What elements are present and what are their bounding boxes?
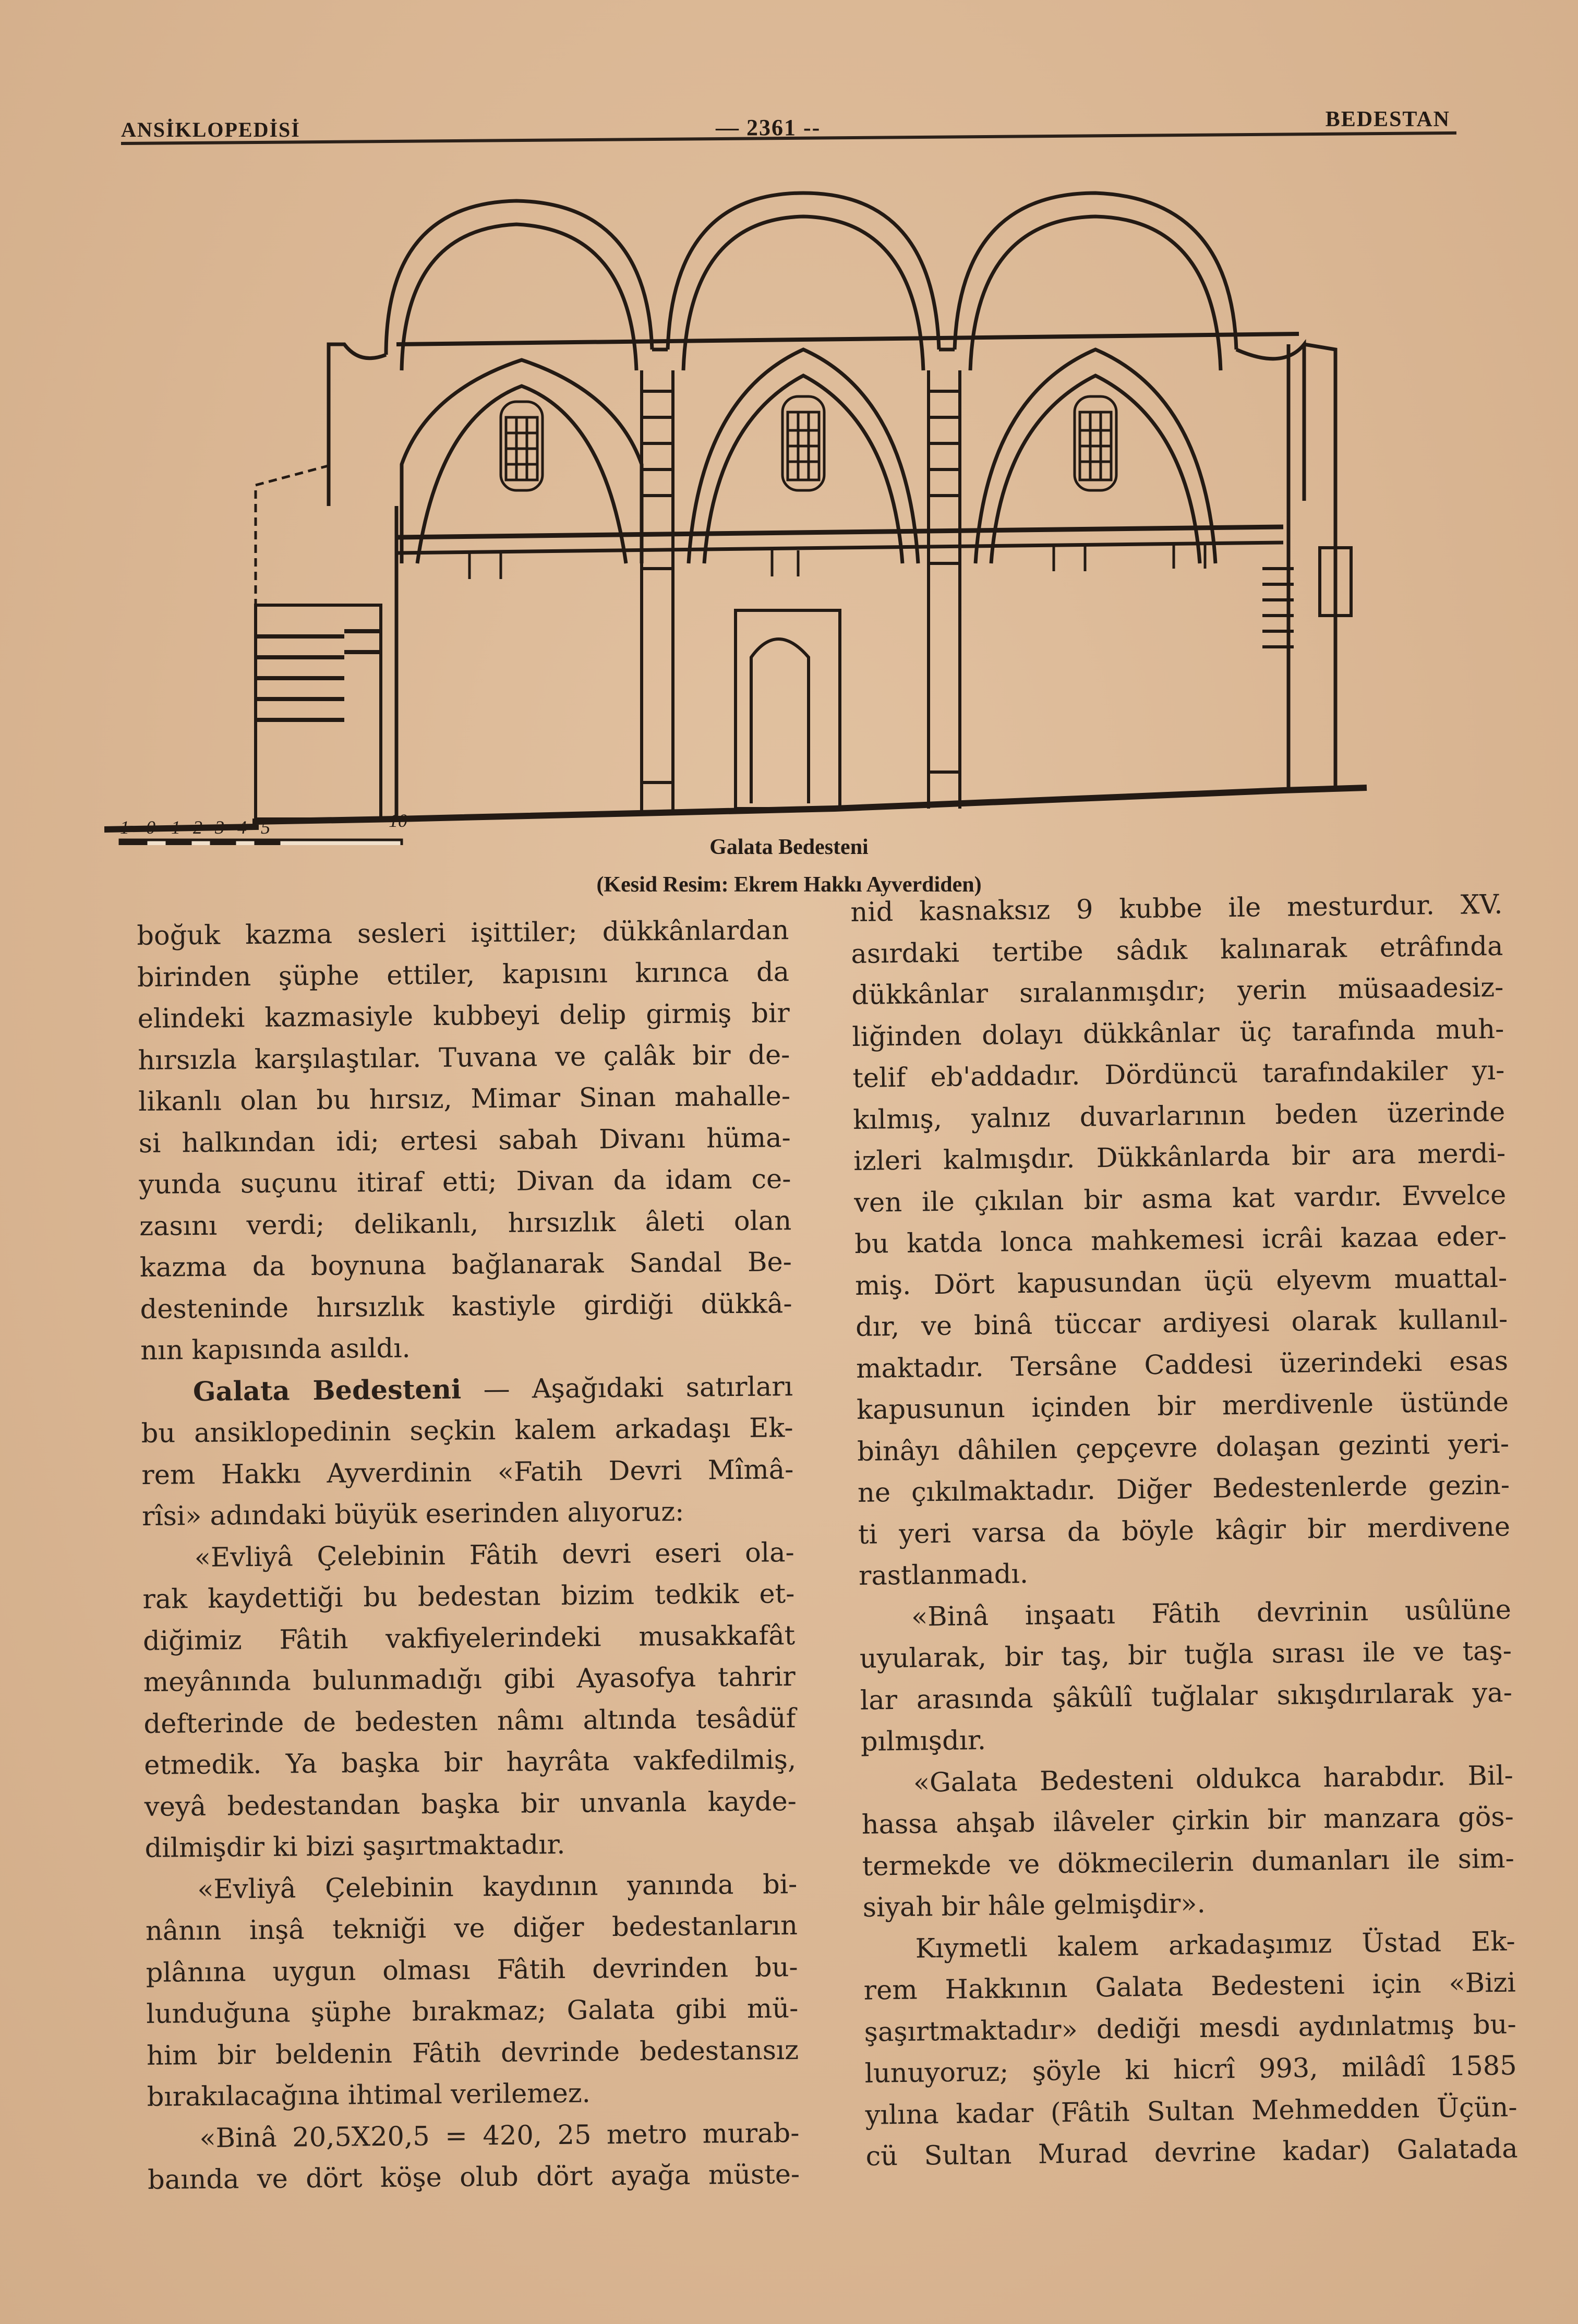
text-line-content: nânın inşâ tekniği ve diğer bedestanların xyxy=(145,1910,798,1947)
text-line-content: dır, ve binâ tüccar ardiyesi olarak kullanıl- xyxy=(855,1304,1508,1343)
roof-left-slope xyxy=(329,344,386,506)
window-left xyxy=(501,402,543,490)
text-line-content: «Evliyâ Çelebinin Fâtih devri eseri ola- xyxy=(194,1537,794,1573)
text-line xyxy=(137,993,790,1040)
figure-title: Galata Bedesteni xyxy=(709,835,869,859)
text-line-content: Kıymetli kalem arkadaşımız Üstad Ek- xyxy=(915,1926,1516,1965)
text-line-content: baında ve dört köşe olub dört ayağa müste- xyxy=(147,2159,800,2196)
gallery-bottom xyxy=(396,543,1283,553)
text-line-content: zasını verdi; delikanlı, hırsızlık âleti olan xyxy=(139,1205,792,1242)
text-line xyxy=(858,1465,1510,1514)
text-line-content: hassa ahşab ilâveler çirkin bir manzara gös- xyxy=(861,1801,1514,1840)
text-line-content: binâyı dâhilen çepçevre dolaşan gezinti yeri- xyxy=(857,1428,1510,1467)
text-line xyxy=(858,1506,1511,1556)
text-line xyxy=(142,1573,795,1620)
text-line-content: miş. Dört kapusundan üçü elyevm muattal- xyxy=(854,1262,1508,1302)
text-line xyxy=(865,2128,1518,2178)
text-line-content: likanlı olan bu hırsız, Mimar Sinan mahalle- xyxy=(138,1081,791,1117)
text-line xyxy=(143,1656,796,1703)
text-line-content: lunuyoruz; şöyle ki hicrî 993, milâdî 1585 xyxy=(864,2050,1517,2089)
piers xyxy=(642,370,960,814)
text-line-content: telif eb'addadır. Dördüncü tarafındakiler yı- xyxy=(852,1055,1505,1094)
text-line xyxy=(861,1797,1514,1846)
entry-heading: Galata Bedesteni xyxy=(192,1374,462,1407)
text-line xyxy=(138,1076,791,1123)
text-line-content: plânına uygun olması Fâtih devrinden bu- xyxy=(146,1952,798,1989)
text-line xyxy=(140,1324,793,1371)
text-line-content: him bir beldenin Fâtih devrinde bedestansız xyxy=(146,2034,799,2072)
arch-right-inner xyxy=(991,376,1200,563)
text-line xyxy=(137,952,790,998)
text-line xyxy=(855,1257,1508,1307)
text-line xyxy=(138,1034,790,1081)
main-door-arch xyxy=(751,639,809,803)
dome-left-inner xyxy=(402,224,636,370)
text-line xyxy=(144,1739,797,1786)
text-line xyxy=(141,1449,794,1496)
window-center xyxy=(782,396,824,490)
text-line-content: cü Sultan Murad devrine kadar) Galatada xyxy=(865,2133,1518,2172)
text-line-content: kılmış, yalnız duvarlarının beden üzerinde xyxy=(852,1097,1505,1136)
text-line-content: kapusunun içinden bir merdivenle üstünde xyxy=(856,1387,1509,1426)
text-line xyxy=(856,1299,1508,1348)
text-line xyxy=(861,1755,1513,1804)
text-line-content: uyularak, bir taş, bir tuğla sırası ile ve taş- xyxy=(859,1635,1512,1675)
text-line xyxy=(147,2113,800,2160)
dome-right-inner xyxy=(970,216,1221,370)
text-line-content: izleri kalmışdır. Dükkânlarda bir ara merdi- xyxy=(853,1138,1506,1177)
right-column xyxy=(850,884,1518,2178)
scale-label: 2 xyxy=(193,817,202,838)
text-line xyxy=(850,884,1503,934)
left-column xyxy=(137,910,800,2201)
text-line xyxy=(146,1905,798,1952)
text-line xyxy=(140,1242,792,1289)
text-line-content: yılına kadar (Fâtih Sultan Mehmedden Üçün- xyxy=(865,2092,1517,2131)
galata-bedesten-section-svg xyxy=(104,172,1513,845)
text-line xyxy=(865,2087,1517,2136)
text-line xyxy=(852,1050,1505,1100)
scale-labels xyxy=(120,810,407,838)
text-line xyxy=(853,1133,1506,1183)
text-line xyxy=(863,1921,1515,1970)
text-line xyxy=(857,1382,1509,1431)
springing-line xyxy=(396,334,1299,344)
text-line xyxy=(860,1714,1513,1763)
text-line-content: lunduğuna şüphe bırakmaz; Galata gibi mü- xyxy=(146,1993,799,2030)
text-line xyxy=(857,1423,1510,1473)
text-line-content: termekde ve dökmecilerin dumanları ile sim- xyxy=(862,1843,1515,1882)
text-line-content: ne çıkılmaktadır. Diğer Bedestenlerde gezin- xyxy=(857,1470,1510,1509)
text-line xyxy=(147,2030,799,2077)
text-line xyxy=(860,1672,1512,1721)
text-line xyxy=(144,1822,797,1869)
gallery-top xyxy=(396,527,1283,537)
text-line xyxy=(853,1091,1505,1141)
text-line xyxy=(141,1366,793,1413)
text-line xyxy=(856,1340,1509,1390)
text-line xyxy=(140,1283,792,1330)
text-line-content: desteninde hırsızlık kastiyle girdiği dükkâ- xyxy=(140,1288,792,1325)
text-line-content: maktadır. Tersâne Caddesi üzerindeki esas xyxy=(856,1345,1509,1384)
text-line-content: kazma da boynuna bağlanarak Sandal Be- xyxy=(139,1247,792,1283)
text-line xyxy=(143,1615,796,1662)
text-line-content: dilmişdir ki bizi şaşırtmaktadır. xyxy=(144,1829,565,1864)
text-line xyxy=(854,1216,1507,1266)
text-line xyxy=(144,1781,797,1828)
scale-label: 5 xyxy=(261,817,270,838)
text-line-content: — Aşağıdaki satırları xyxy=(461,1371,793,1405)
text-line-content: rak kaydettiği bu bedestan bizim tedkik et- xyxy=(142,1579,795,1615)
section-drawing xyxy=(104,172,1513,845)
text-line-content: ti yeri varsa da böyle kâgir bir merdivene xyxy=(858,1511,1511,1550)
text-line xyxy=(863,1962,1516,2012)
text-line-content: asırdaki tertibe sâdık kalınarak etrâfında xyxy=(851,931,1503,970)
text-line xyxy=(142,1532,794,1579)
text-line-content: defterinde de bedesten nâmı altında tesâdüf xyxy=(143,1703,796,1740)
text-line-content: bu katda lonca mahkemesi icrâi kazaa eder- xyxy=(854,1221,1507,1260)
text-line xyxy=(854,1174,1507,1224)
text-line-content: meyânında bulunmadığı gibi Ayasofya tahrir xyxy=(143,1661,796,1698)
text-line-content: elindeki kazmasiyle kubbeyi delip girmiş bir xyxy=(137,998,790,1034)
text-line-content: şaşırtmaktadır» dediği mesdi aydınlatmış bu- xyxy=(864,2009,1516,2048)
text-line-content: nın kapısında asıldı. xyxy=(140,1333,411,1366)
text-line xyxy=(145,1864,798,1911)
text-line xyxy=(138,1117,791,1164)
text-line-content: lar arasında şâkûlî tuğlalar sıkışdırılarak ya- xyxy=(860,1677,1513,1716)
text-line xyxy=(146,1947,798,1994)
scale-label: 3 xyxy=(215,817,224,838)
window-right xyxy=(1075,396,1116,490)
text-line-content: rem Hakkı Ayverdinin «Fatih Devri Mîmâ- xyxy=(141,1454,794,1491)
text-line xyxy=(851,967,1504,1017)
section-title: BEDESTAN xyxy=(1325,107,1450,131)
text-line-content: «Binâ 20,5X20,5 = 420, 25 metro murab- xyxy=(199,2117,800,2154)
text-line-content: ven ile çıkılan bir asma kat vardır. Evvelce xyxy=(853,1179,1507,1219)
text-line-content: «Binâ inşaatı Fâtih devrinin usûlüne xyxy=(911,1594,1512,1633)
text-line-content: liğinden dolayı dükkânlar üç tarafında muh- xyxy=(852,1014,1504,1053)
text-line xyxy=(864,2004,1516,2053)
text-line-content: yunda suçunu itiraf etti; Divan da idam ce- xyxy=(139,1164,791,1200)
left-shop-shelves xyxy=(256,631,381,720)
text-line-content: nid kasnaksız 9 kubbe ile mesturdur. XV. xyxy=(850,889,1503,928)
text-line xyxy=(859,1589,1512,1639)
text-line-content: hırsızla karşılaştılar. Tuvana ve çalâk bir de- xyxy=(138,1039,790,1076)
scale-label: 1 xyxy=(171,817,180,838)
text-line-content: veyâ bedestandan başka bir unvanla kayde- xyxy=(144,1786,797,1823)
text-line xyxy=(143,1698,796,1745)
text-line-content: bu ansiklopedinin seçkin kalem arkadaşı Ek- xyxy=(141,1413,793,1449)
text-line-content: rastlanmadı. xyxy=(858,1558,1029,1592)
text-line xyxy=(851,925,1503,975)
scale-label: 4 xyxy=(237,817,247,838)
text-line-content: etmedik. Ya başka bir hayrâta vakfedilmiş, xyxy=(143,1744,797,1781)
scale-label: 10 xyxy=(389,810,407,831)
page-number: — 2361 -- xyxy=(716,115,821,140)
left-annex xyxy=(256,464,334,824)
encyclopedia-name: ANSİKLOPEDİSİ xyxy=(121,118,300,141)
text-line xyxy=(864,2045,1517,2095)
dome-center-inner xyxy=(683,216,923,370)
text-line-content: «Galata Bedesteni oldukca harabdır. Bil- xyxy=(913,1760,1514,1799)
text-line-content: bırakılacağına ihtimal verilemez. xyxy=(147,2078,591,2113)
text-line xyxy=(859,1631,1512,1680)
right-stair xyxy=(1262,548,1351,647)
text-line xyxy=(859,1548,1511,1597)
roof-right-slope xyxy=(1236,344,1304,501)
scale-label: 0 xyxy=(146,817,155,838)
text-line-content: rîsi» adındaki büyük eserinden alıyoruz: xyxy=(141,1496,684,1532)
text-line-content: dükkânlar sıralanmışdır; yerin müsaadesiz- xyxy=(851,972,1504,1011)
figure-credit: (Kesid Resim: Ekrem Hakkı Ayverdiden) xyxy=(596,873,982,897)
text-line-content: diğimiz Fâtih vakfiyelerindeki musakkafât xyxy=(142,1620,796,1657)
text-line-content: pılmışdır. xyxy=(860,1725,986,1757)
text-line-content: si halkından idi; ertesi sabah Divanı hüma- xyxy=(138,1122,791,1159)
text-line-content: boğuk kazma sesleri işittiler; dükkânlardan xyxy=(137,915,789,952)
text-line xyxy=(862,1880,1515,1929)
scale-label: 1 xyxy=(120,817,129,838)
text-line-content: birinden şüphe ettiler, kapısını kırınca da xyxy=(137,956,790,993)
text-line xyxy=(852,1008,1504,1058)
text-line-content: «Evliyâ Çelebinin kaydının yanında bi- xyxy=(197,1869,798,1905)
text-line xyxy=(862,1838,1514,1887)
text-line xyxy=(141,1407,793,1454)
text-line xyxy=(139,1200,792,1247)
text-line-content: rem Hakkının Galata Bedesteni için «Bizi xyxy=(863,1967,1516,2006)
text-line-content: siyah bir hâle gelmişdir». xyxy=(862,1888,1206,1923)
text-line xyxy=(137,910,789,957)
text-line xyxy=(142,1490,794,1537)
text-line xyxy=(146,1988,799,2035)
text-line xyxy=(147,2071,799,2118)
text-line xyxy=(148,2154,800,2201)
text-line xyxy=(139,1159,791,1206)
